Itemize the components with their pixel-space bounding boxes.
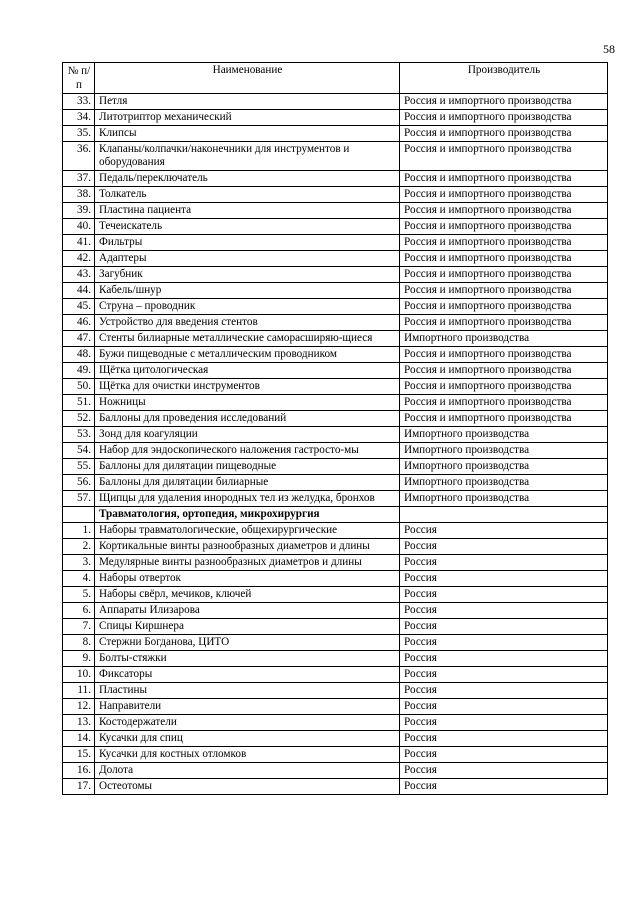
row-name: Остеотомы: [95, 779, 400, 795]
row-producer: Россия: [400, 731, 608, 747]
row-name: Щётка для очистки инструментов: [95, 379, 400, 395]
table-row: [63, 427, 608, 443]
row-name: Щётка цитологическая: [95, 363, 400, 379]
row-name: Ножницы: [95, 395, 400, 411]
row-num: [63, 507, 95, 523]
row-name: Литотриптор механический: [95, 110, 400, 126]
row-producer: Россия и импортного производства: [400, 142, 608, 171]
row-num: 51.: [63, 395, 95, 411]
row-producer: Россия и импортного производства: [400, 251, 608, 267]
row-producer: Россия: [400, 555, 608, 571]
table-row: [63, 203, 608, 219]
row-name: Болты-стяжки: [95, 651, 400, 667]
row-num: 10.: [63, 667, 95, 683]
row-num: 36.: [63, 142, 95, 171]
row-producer: Россия: [400, 683, 608, 699]
row-name: Пластина пациента: [95, 203, 400, 219]
row-producer: Россия и импортного производства: [400, 203, 608, 219]
row-num: 38.: [63, 187, 95, 203]
table-row: [63, 747, 608, 763]
table-row: [63, 651, 608, 667]
row-name: Кортикальные винты разнообразных диаметров и длины: [95, 539, 400, 555]
table-row: [63, 683, 608, 699]
row-producer: Россия: [400, 571, 608, 587]
table-row: [63, 235, 608, 251]
row-producer: Россия и импортного производства: [400, 235, 608, 251]
row-producer: Россия: [400, 523, 608, 539]
row-producer: Россия и импортного производства: [400, 363, 608, 379]
row-name: Щипцы для удаления инородных тел из желудка, бронхов: [95, 491, 400, 507]
table-row: [63, 94, 608, 110]
row-name: Толкатель: [95, 187, 400, 203]
table-row: [63, 491, 608, 507]
table-row: [63, 347, 608, 363]
row-num: 5.: [63, 587, 95, 603]
row-num: 45.: [63, 299, 95, 315]
row-num: 33.: [63, 94, 95, 110]
row-producer: Импортного производства: [400, 475, 608, 491]
row-producer: Россия и импортного производства: [400, 379, 608, 395]
row-name: Долота: [95, 763, 400, 779]
table-body: [63, 94, 608, 795]
table-row: [63, 715, 608, 731]
row-name: Петля: [95, 94, 400, 110]
row-producer: Россия и импортного производства: [400, 283, 608, 299]
row-num: 37.: [63, 171, 95, 187]
row-producer: Россия и импортного производства: [400, 315, 608, 331]
header-producer: Производитель: [400, 63, 608, 94]
row-producer: Россия: [400, 619, 608, 635]
table-row: [63, 110, 608, 126]
row-name: Кусачки для спиц: [95, 731, 400, 747]
row-num: 6.: [63, 603, 95, 619]
row-num: 13.: [63, 715, 95, 731]
row-name: Клапаны/колпачки/наконечники для инструментов и оборудования: [95, 142, 400, 171]
table-row: [63, 763, 608, 779]
table-row: [63, 411, 608, 427]
row-producer: Импортного производства: [400, 331, 608, 347]
row-num: 40.: [63, 219, 95, 235]
row-num: 56.: [63, 475, 95, 491]
row-producer: Россия: [400, 635, 608, 651]
row-producer: Россия и импортного производства: [400, 395, 608, 411]
row-name: Стенты билиарные металлические саморасширяю-щиеся: [95, 331, 400, 347]
row-num: 16.: [63, 763, 95, 779]
row-name: Набор для эндоскопического наложения гастросто-мы: [95, 443, 400, 459]
row-name: Наборы отверток: [95, 571, 400, 587]
row-producer: [400, 507, 608, 523]
section-row: [63, 507, 608, 523]
row-num: 17.: [63, 779, 95, 795]
table-row: [63, 731, 608, 747]
row-num: 8.: [63, 635, 95, 651]
row-producer: Россия и импортного производства: [400, 126, 608, 142]
table-row: [63, 779, 608, 795]
row-num: 14.: [63, 731, 95, 747]
table-row: [63, 475, 608, 491]
table-header-row: [63, 63, 608, 94]
table-row: [63, 219, 608, 235]
row-producer: Россия и импортного производства: [400, 187, 608, 203]
row-name: Адаптеры: [95, 251, 400, 267]
table-row: [63, 443, 608, 459]
row-num: 35.: [63, 126, 95, 142]
page-number: 58: [603, 42, 615, 56]
row-name: Травматология, ортопедия, микрохирургия: [95, 507, 400, 523]
row-producer: Россия и импортного производства: [400, 110, 608, 126]
table-row: [63, 142, 608, 171]
row-num: 2.: [63, 539, 95, 555]
row-producer: Россия и импортного производства: [400, 267, 608, 283]
row-producer: Импортного производства: [400, 443, 608, 459]
table-row: [63, 267, 608, 283]
row-producer: Россия: [400, 763, 608, 779]
row-num: 49.: [63, 363, 95, 379]
row-name: Медулярные винты разнообразных диаметров и длины: [95, 555, 400, 571]
row-name: Течеискатель: [95, 219, 400, 235]
table-row: [63, 699, 608, 715]
row-name: Пластины: [95, 683, 400, 699]
row-name: Клипсы: [95, 126, 400, 142]
row-num: 42.: [63, 251, 95, 267]
table-row: [63, 635, 608, 651]
row-name: Аппараты Илизарова: [95, 603, 400, 619]
table-row: [63, 251, 608, 267]
row-producer: Россия: [400, 715, 608, 731]
table-row: [63, 331, 608, 347]
row-num: 47.: [63, 331, 95, 347]
row-num: 46.: [63, 315, 95, 331]
row-name: Баллоны для проведения исследований: [95, 411, 400, 427]
row-num: 12.: [63, 699, 95, 715]
row-name: Фильтры: [95, 235, 400, 251]
row-producer: Россия: [400, 651, 608, 667]
equipment-table: [62, 62, 608, 795]
row-producer: Россия и импортного производства: [400, 347, 608, 363]
table-row: [63, 363, 608, 379]
row-producer: Россия: [400, 699, 608, 715]
row-producer: Импортного производства: [400, 459, 608, 475]
row-name: Спицы Киршнера: [95, 619, 400, 635]
row-producer: Россия: [400, 539, 608, 555]
row-producer: Россия: [400, 747, 608, 763]
row-num: 50.: [63, 379, 95, 395]
table-row: [63, 315, 608, 331]
table-row: [63, 539, 608, 555]
table-row: [63, 667, 608, 683]
row-name: Педаль/переключатель: [95, 171, 400, 187]
row-num: 15.: [63, 747, 95, 763]
table-row: [63, 555, 608, 571]
row-producer: Россия и импортного производства: [400, 299, 608, 315]
table-row: [63, 379, 608, 395]
table-row: [63, 187, 608, 203]
table-row: [63, 459, 608, 475]
row-name: Баллоны для дилятации пищеводные: [95, 459, 400, 475]
row-num: 9.: [63, 651, 95, 667]
table-row: [63, 603, 608, 619]
row-name: Бужи пищеводные с металлическим проводником: [95, 347, 400, 363]
row-name: Кабель/шнур: [95, 283, 400, 299]
row-name: Наборы травматологические, общехирургические: [95, 523, 400, 539]
table-row: [63, 395, 608, 411]
row-name: Направители: [95, 699, 400, 715]
row-producer: Импортного производства: [400, 491, 608, 507]
row-num: 48.: [63, 347, 95, 363]
row-num: 3.: [63, 555, 95, 571]
table-row: [63, 571, 608, 587]
row-num: 7.: [63, 619, 95, 635]
row-num: 57.: [63, 491, 95, 507]
row-num: 53.: [63, 427, 95, 443]
row-name: Струна – проводник: [95, 299, 400, 315]
row-name: Стержни Богданова, ЦИТО: [95, 635, 400, 651]
row-num: 44.: [63, 283, 95, 299]
row-name: Наборы свёрл, мечиков, ключей: [95, 587, 400, 603]
row-producer: Россия и импортного производства: [400, 411, 608, 427]
row-producer: Россия: [400, 587, 608, 603]
row-producer: Россия и импортного производства: [400, 171, 608, 187]
row-num: 52.: [63, 411, 95, 427]
row-name: Костодержатели: [95, 715, 400, 731]
row-name: Загубник: [95, 267, 400, 283]
row-num: 1.: [63, 523, 95, 539]
table-row: [63, 171, 608, 187]
row-num: 39.: [63, 203, 95, 219]
row-num: 4.: [63, 571, 95, 587]
row-name: Фиксаторы: [95, 667, 400, 683]
table-row: [63, 299, 608, 315]
row-num: 43.: [63, 267, 95, 283]
table-row: [63, 126, 608, 142]
row-producer: Россия и импортного производства: [400, 94, 608, 110]
table-row: [63, 283, 608, 299]
row-producer: Россия: [400, 603, 608, 619]
row-producer: Импортного производства: [400, 427, 608, 443]
row-name: Баллоны для дилятации билиарные: [95, 475, 400, 491]
table-row: [63, 523, 608, 539]
row-producer: Россия: [400, 667, 608, 683]
row-producer: Россия: [400, 779, 608, 795]
row-name: Устройство для введения стентов: [95, 315, 400, 331]
row-num: 34.: [63, 110, 95, 126]
header-name: Наименование: [95, 63, 400, 94]
row-name: Кусачки для костных отломков: [95, 747, 400, 763]
table-row: [63, 619, 608, 635]
row-num: 54.: [63, 443, 95, 459]
row-num: 41.: [63, 235, 95, 251]
row-num: 11.: [63, 683, 95, 699]
table-row: [63, 587, 608, 603]
header-num: № п/п: [63, 63, 95, 94]
row-name: Зонд для коагуляции: [95, 427, 400, 443]
row-num: 55.: [63, 459, 95, 475]
row-producer: Россия и импортного производства: [400, 219, 608, 235]
